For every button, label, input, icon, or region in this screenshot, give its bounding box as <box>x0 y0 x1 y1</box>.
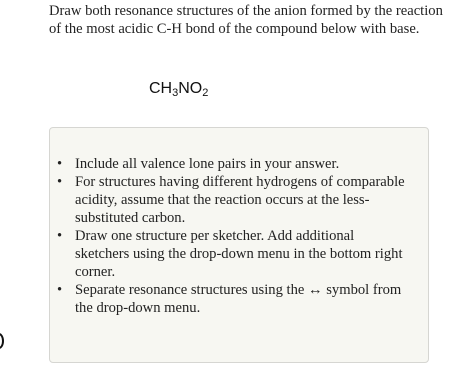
bullet-icon: • <box>57 156 63 172</box>
compound-formula <box>149 80 208 98</box>
instruction-item <box>57 155 407 173</box>
instruction-item <box>57 227 407 281</box>
formula-part-no: NO <box>178 80 203 97</box>
instruction-text: Draw one structure per sketcher. Add additional sketchers using the drop-down menu in the bottom right corner. <box>75 228 403 280</box>
formula-subscript-3: 3 <box>172 87 179 99</box>
instruction-text: Separate resonance structures using the ↔ symbol from the drop-down menu. <box>75 282 402 316</box>
question-text: Draw both resonance structures of the anion formed by the reaction of the most acidic C-H bond of the compound below with base. <box>49 3 443 37</box>
formula-part-ch: CH <box>149 80 173 97</box>
partial-circle-icon <box>0 333 4 349</box>
instruction-text: For structures having different hydrogens of comparable acidity, assume that the reaction occurs at the less-substituted carbon. <box>75 174 405 226</box>
bullet-icon: • <box>57 282 63 298</box>
instruction-item <box>57 173 407 227</box>
formula-subscript-2: 2 <box>202 87 209 99</box>
instructions-list <box>57 155 407 317</box>
instruction-text: Include all valence lone pairs in your answer. <box>75 156 340 172</box>
instruction-item <box>57 281 407 317</box>
bullet-icon: • <box>57 174 63 190</box>
bullet-icon: • <box>57 228 63 244</box>
